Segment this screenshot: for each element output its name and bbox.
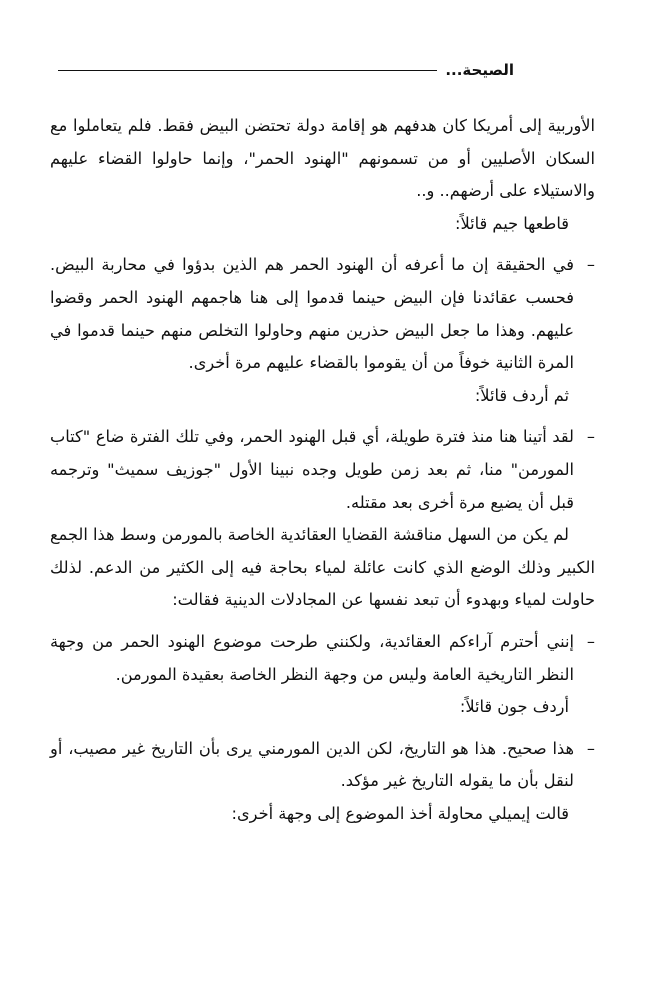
dialogue-paragraph — [50, 733, 595, 798]
paragraph: الأوربية إلى أمريكا كان هدفهم هو إقامة دولة تحتضن البيض فقط. فلم يتعاملوا مع السكان الأصليين أو من تسمونهم "الهنود الحمر"، وإنما حاولوا القضاء عليهم والاستيلاء على أرضهم.. و.. — [50, 116, 595, 201]
spacer — [50, 240, 595, 249]
paragraph: لم يكن من السهل مناقشة القضايا العقائدية الخاصة بالمورمن وسط هذا الجمع الكبير وذلك الوضع الذي كانت عائلة لمياء بحاجة فيه إلى الكثير من الدعم. لذلك حاولت لمياء وبهدوء أن تبعد نفسها عن المجادلات الدينية فقالت: — [50, 525, 595, 610]
narration-line: قالت إيميلي محاولة أخذ الموضوع إلى وجهة أخرى: — [231, 803, 569, 823]
spacer — [50, 617, 595, 626]
header-rule — [58, 70, 437, 71]
running-header-title: الصيحة... — [445, 61, 514, 79]
dialogue-text: لقد أتينا هنا منذ فترة طويلة، أي قبل الهنود الحمر، وفي تلك الفترة ضاع "كتاب المورمن" منا، ثم بعد زمن طويل وجده نبينا الأول "جوزيف سميث" وترجمه قبل أن يضيع مرة أخرى بعد مقتله. — [50, 427, 574, 512]
running-header — [58, 58, 514, 82]
dialogue-paragraph — [50, 626, 595, 691]
narration-line: أردف جون قائلاً: — [459, 697, 569, 717]
dialogue-dash: – — [586, 255, 595, 275]
dialogue-paragraph — [50, 249, 595, 379]
dialogue-text: هذا صحيح. هذا هو التاريخ، لكن الدين المورمني يرى بأن التاريخ غير مصيب، أو لنقل بأن ما يقوله التاريخ غير مؤكد. — [50, 738, 574, 791]
dialogue-paragraph — [50, 421, 595, 519]
narration-line: قاطعها جيم قائلاً: — [454, 213, 569, 233]
dialogue-dash: – — [586, 738, 595, 758]
dialogue-dash: – — [586, 631, 595, 651]
dialogue-dash: – — [586, 427, 595, 447]
body-text — [50, 110, 595, 830]
spacer — [50, 724, 595, 733]
spacer — [50, 412, 595, 421]
dialogue-text: في الحقيقة إن ما أعرفه أن الهنود الحمر هم الذين بدؤوا في محاربة البيض. فحسب عقائدنا فإن البيض حينما قدموا إلى هنا هاجمهم الهنود الحمر وقضوا عليهم. وهذا ما جعل البيض حذرين منهم وحاولوا التخلص منهم حينما قدموا في المرة الثانية خوفاً من أن يقوموا بالقضاء عليهم مرة أخرى. — [50, 255, 574, 373]
dialogue-text: إنني أحترم آراءكم العقائدية، ولكنني طرحت موضوع الهنود الحمر من وجهة النظر التاريخية العامة وليس من وجهة النظر الخاصة بعقيدة المورمن. — [50, 631, 574, 684]
narration-line: ثم أردف قائلاً: — [474, 385, 569, 405]
